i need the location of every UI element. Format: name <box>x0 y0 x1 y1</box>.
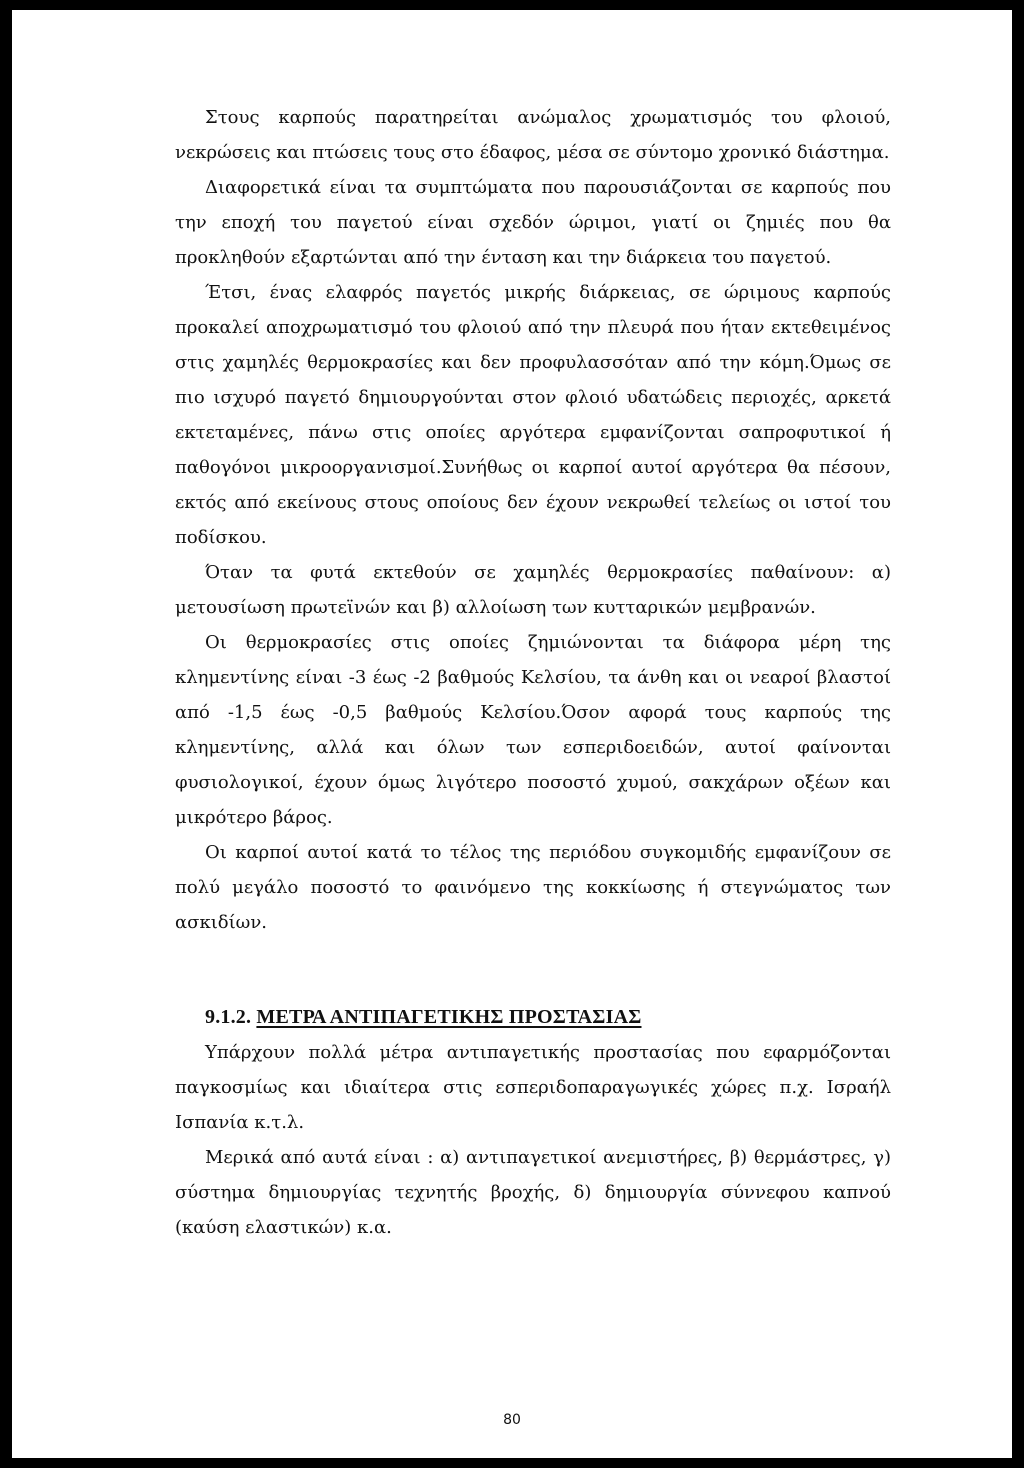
section-heading <box>175 1000 891 1035</box>
paragraph-granulation: Οι καρποί αυτοί κατά το τέλος της περιόδου συγκομιδής εμφανίζουν σε πολύ μεγάλο ποσοστό το φαινόμενο της κοκκίωσης ή στεγνώματος των ασκιδίων. <box>175 842 891 933</box>
page-number: 80 <box>503 1412 521 1428</box>
paragraph-fruit-symptoms: Στους καρπούς παρατηρείται ανώμαλος χρωματισμός του φλοιού, νεκρώσεις και πτώσεις τους στο έδαφος, μέσα σε σύντομο χρονικό διάστημα. <box>175 107 891 163</box>
section-number: 9.1.2. <box>205 1006 252 1028</box>
paragraph-low-temperature-damage: Όταν τα φυτά εκτεθούν σε χαμηλές θερμοκρασίες παθαίνουν: α) μετουσίωση πρωτεϊνών και β) αλλοίωση των κυτταρικών μεμβρανών. <box>175 562 891 618</box>
page-content <box>175 100 891 1245</box>
document-page <box>12 10 1012 1458</box>
paragraph-frost-measures: Υπάρχουν πολλά μέτρα αντιπαγετικής προστασίας που εφαρμόζονται παγκοσμίως και ιδιαίτερα στις εσπεριδοπαραγωγικές χώρες π.χ. Ισραήλ Ισπανία κ.τ.λ. <box>175 1042 891 1133</box>
paragraph-measure-list: Μερικά από αυτά είναι : α) αντιπαγετικοί ανεμιστήρες, β) θερμάστρες, γ) σύστημα δημιουργίας τεχνητής βροχής, δ) δημιουργία σύννεφου καπνού (καύση ελαστικών) κ.α. <box>175 1147 891 1238</box>
paragraph-ripe-fruit-symptoms: Διαφορετικά είναι τα συμπτώματα που παρουσιάζονται σε καρπούς που την εποχή του παγετού είναι σχεδόν ώριμοι, γιατί οι ζημιές που θα προκληθούν εξαρτώνται από την ένταση και την διάρκεια του παγετού. <box>175 177 891 268</box>
paragraph-damage-temperatures: Οι θερμοκρασίες στις οποίες ζημιώνονται τα διάφορα μέρη της κλημεντίνης είναι -3 έως -2 βαθμούς Κελσίου, τα άνθη και οι νεαροί βλαστοί από -1,5 έως -0,5 βαθμούς Κελσίου.Όσον αφορά τους καρπούς της κλημεντίνης, αλλά και όλων των εσπεριδοειδών, αυτοί φαίνονται φυσιολογικοί, έχουν όμως λιγότερο ποσοστό χυμού, σακχάρων οξέων και μικρότερο βάρος. <box>175 632 891 828</box>
paragraph-frost-effects: Έτσι, ένας ελαφρός παγετός μικρής διάρκειας, σε ώριμους καρπούς προκαλεί αποχρωματισμό του φλοιού από την πλευρά που ήταν εκτεθειμένος στις χαμηλές θερμοκρασίες και δεν προφυλασσόταν από την κόμη.Όμως σε πιο ισχυρό παγετό δημιουργούνται στον φλοιό υδατώδεις περιοχές, αρκετά εκτεταμένες, πάνω στις οποίες αργότερα εμφανίζονται σαπροφυτικοί ή παθογόνοι μικροοργανισμοί.Συνήθως οι καρποί αυτοί αργότερα θα πέσουν, εκτός από εκείνους στους οποίους δεν έχουν νεκρωθεί τελείως οι ιστοί του ποδίσκου. <box>175 282 891 548</box>
section-title: ΜΕΤΡΑ ΑΝΤΙΠΑΓΕΤΙΚΗΣ ΠΡΟΣΤΑΣΙΑΣ <box>256 1006 642 1028</box>
